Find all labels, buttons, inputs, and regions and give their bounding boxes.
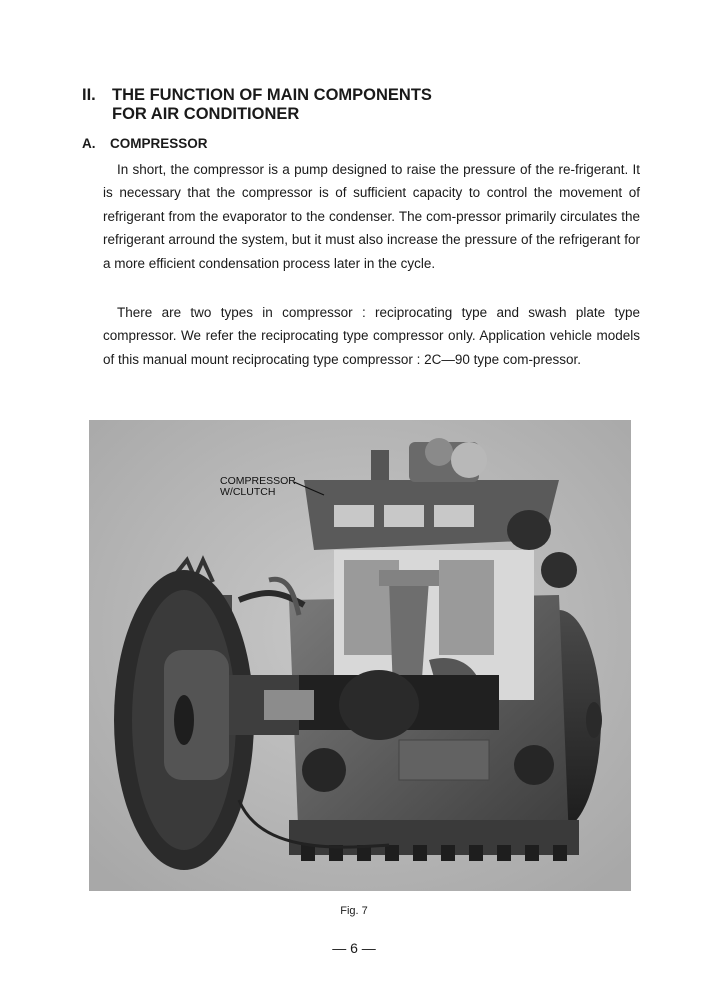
- suction-port: [541, 552, 577, 588]
- callout-line-2: W/CLUTCH: [220, 486, 276, 498]
- paragraph-1: In short, the compressor is a pump designed to raise the pressure of the re-frigerant. It is necessary that the compressor is of sufficient capacity to control the movement of refrigerant from the evaporator to the condenser. The com-pressor primarily circulates the refrigerant arround the system, but it must also increase the pressure of the refrigerant for a more efficient condensation process later in the cycle.: [103, 162, 640, 271]
- figure-caption: Fig. 7: [340, 905, 368, 917]
- compressor-cutaway-illustration: [89, 420, 631, 891]
- chapter-title-line-1: THE FUNCTION OF MAIN COMPONENTS: [112, 86, 432, 104]
- section-title: COMPRESSOR: [110, 136, 208, 151]
- shaft: [264, 690, 314, 720]
- paragraph-2: There are two types in compressor : reciprocating type and swash plate type compressor. We refer the reciprocating type compressor only. Application vehicle models of this manual mount reciprocating type compressor : 2C—90 type com-pressor.: [103, 305, 640, 367]
- clutch-hub: [164, 650, 229, 780]
- callout-line-1: COMPRESSOR: [220, 475, 296, 487]
- mount-boss-right: [514, 745, 554, 785]
- chapter-number: II.: [82, 86, 96, 104]
- compressor-photo: [89, 420, 631, 891]
- cylinder-right: [439, 560, 494, 655]
- section-heading: [82, 136, 208, 151]
- mount-boss-left: [302, 748, 346, 792]
- oil-plug-panel: [399, 740, 489, 780]
- chapter-title-line-2: FOR AIR CONDITIONER: [112, 105, 300, 123]
- discharge-port: [507, 510, 551, 550]
- page-number: — 6 —: [332, 940, 376, 956]
- section-letter: A.: [82, 136, 96, 151]
